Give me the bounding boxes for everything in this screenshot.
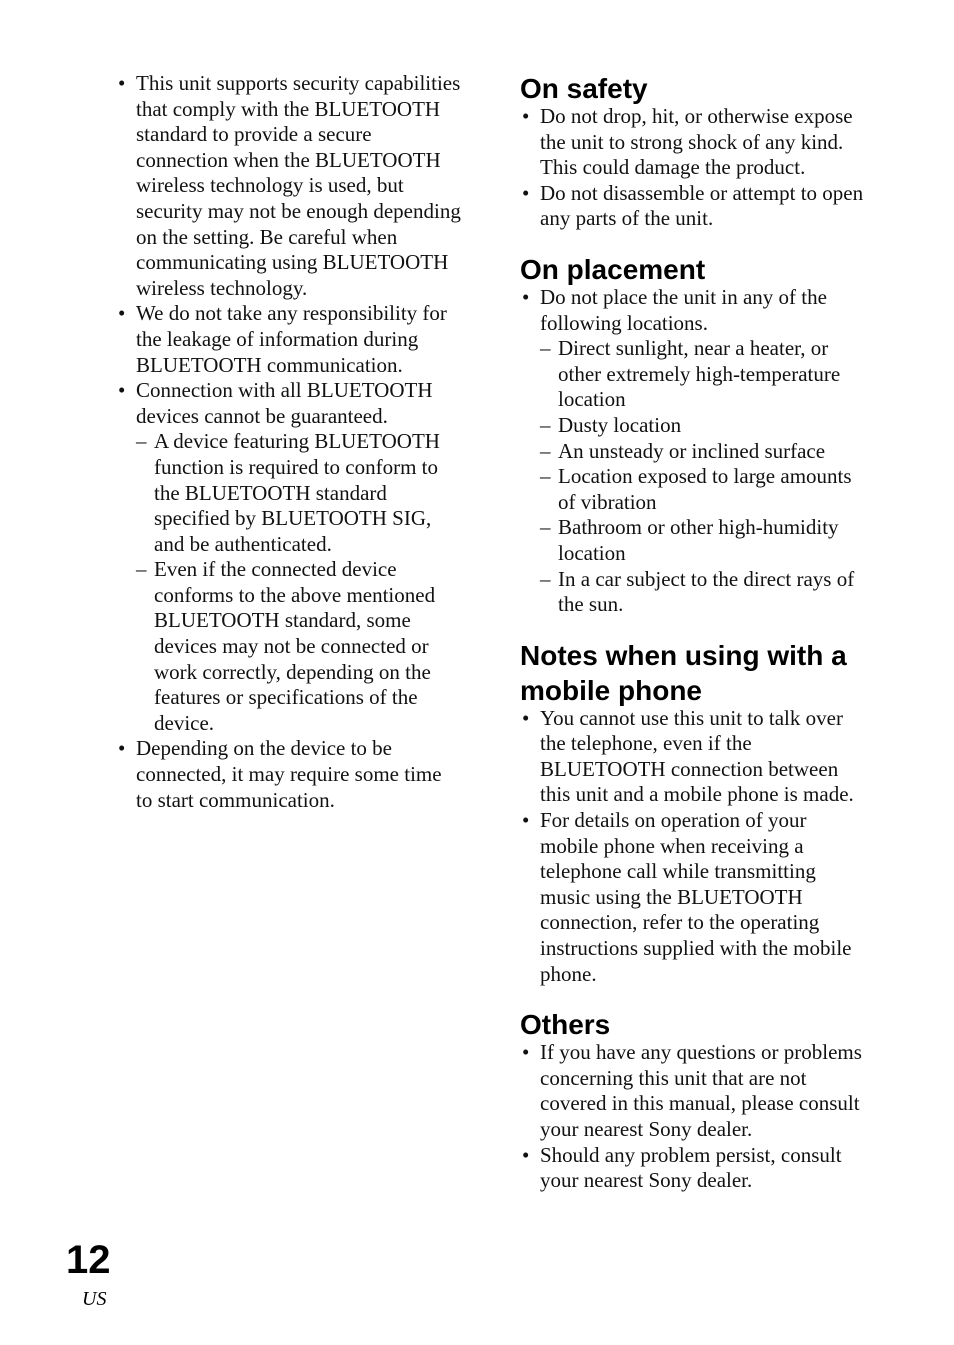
bullet-text: Do not disassemble or attempt to open any parts of the unit. xyxy=(540,180,864,231)
list-item xyxy=(520,706,865,808)
sub-list xyxy=(136,429,461,736)
section-title-placement: On placement xyxy=(520,253,706,285)
sub-list-item xyxy=(540,439,865,465)
bullet-text: Connection with all BLUETOOTH devices cannot be guaranteed. xyxy=(136,378,433,428)
safety-list xyxy=(520,104,865,232)
section-title-safety: On safety xyxy=(520,73,648,104)
list-item xyxy=(520,1040,865,1142)
sub-item-text: An unsteady or inclined surface xyxy=(558,438,826,463)
sub-item-text: Dusty location xyxy=(558,412,682,437)
section-others xyxy=(520,1007,865,1194)
bullet-text: Should any problem persist, consult your nearest Sony dealer. xyxy=(540,1142,842,1193)
sub-item-text: A device featuring BLUETOOTH function is required to conform to the BLUETOOTH standard specified by BLUETOOTH SIG, and be authenticated. xyxy=(154,429,440,556)
bullet-text: Do not place the unit in any of the following locations. xyxy=(540,284,827,335)
section-title-mobile-phone: Notes when using with a mobile phone xyxy=(520,639,847,706)
sub-list-item xyxy=(540,464,865,515)
page-number: 12 xyxy=(66,1238,111,1282)
mobile-phone-list xyxy=(520,706,865,988)
bullet-text: You cannot use this unit to talk over the telephone, even if the BLUETOOTH connection between this unit and a mobile phone is made. xyxy=(540,705,854,807)
sub-item-text: Even if the connected device conforms to the above mentioned BLUETOOTH standard, some devices may not be connected or work correctly, depending on the features or specifications of the device. xyxy=(154,557,436,735)
sub-item-text: Location exposed to large amounts of vibration xyxy=(558,464,852,514)
list-item xyxy=(116,301,461,378)
sub-list-item xyxy=(540,567,865,618)
bullet-text: This unit supports security capabilities that comply with the BLUETOOTH standard to provide a secure connection when the BLUETOOTH wireless technology is used, but security may not be enough depending on the setting. Be careful when communicating using BLUETOOTH wireless technology. xyxy=(136,71,461,300)
bluetooth-notes-list xyxy=(116,71,461,813)
sub-list-item xyxy=(540,413,865,439)
section-safety xyxy=(520,71,865,232)
sub-item-text: In a car subject to the direct rays of the sun. xyxy=(558,566,855,617)
section-mobile-phone xyxy=(520,638,865,988)
left-column xyxy=(116,71,461,813)
list-item xyxy=(520,808,865,987)
sub-list-item xyxy=(540,336,865,413)
list-item xyxy=(116,736,461,813)
placement-list xyxy=(520,285,865,618)
list-item xyxy=(520,1143,865,1194)
right-column xyxy=(520,71,865,1214)
bullet-text: Depending on the device to be connected, it may require some time to start communication. xyxy=(136,736,442,812)
sub-list-item xyxy=(136,557,461,736)
section-placement xyxy=(520,252,865,618)
list-item xyxy=(116,71,461,301)
bullet-text: We do not take any responsibility for the leakage of information during BLUETOOTH communication. xyxy=(136,301,447,377)
list-item xyxy=(116,378,461,736)
list-item xyxy=(520,104,865,181)
bullet-text: Do not drop, hit, or otherwise expose the unit to strong shock of any kind. This could damage the product. xyxy=(540,104,853,180)
page-region-code: US xyxy=(82,1288,107,1310)
bullet-text: For details on operation of your mobile phone when receiving a telephone call while transmitting music using the BLUETOOTH connection, refer to the operating instructions supplied with the mobile phone. xyxy=(540,808,852,986)
bullet-text: If you have any questions or problems concerning this unit that are not covered in this manual, please consult your nearest Sony dealer. xyxy=(540,1040,862,1141)
others-list xyxy=(520,1040,865,1194)
sub-list xyxy=(540,336,865,618)
sub-item-text: Bathroom or other high-humidity location xyxy=(558,515,839,565)
sub-item-text: Direct sunlight, near a heater, or other extremely high-temperature location xyxy=(558,336,841,412)
list-item xyxy=(520,181,865,232)
section-title-others: Others xyxy=(520,1009,611,1041)
list-item xyxy=(520,285,865,618)
sub-list-item xyxy=(136,429,461,557)
sub-list-item xyxy=(540,515,865,566)
